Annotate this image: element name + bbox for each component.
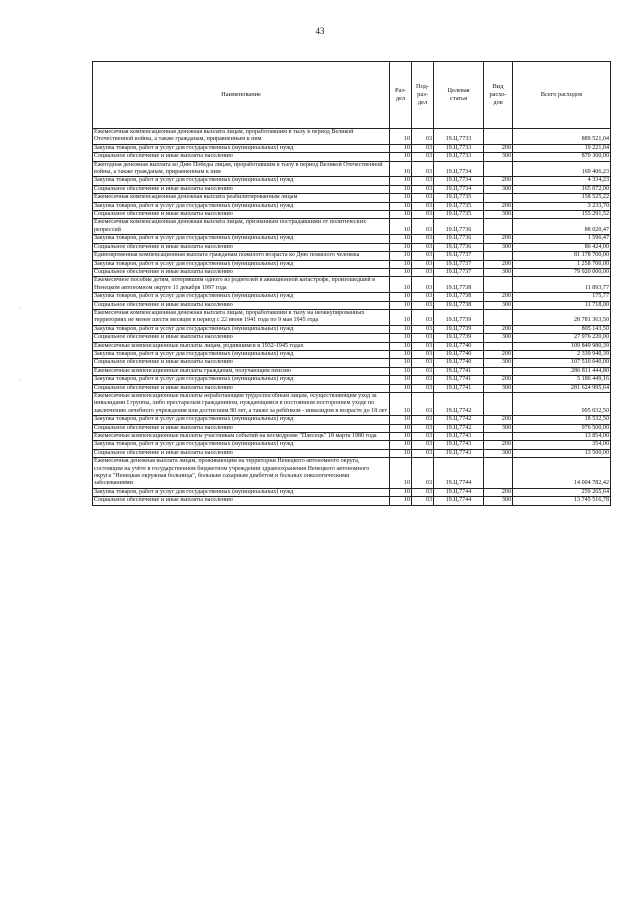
cell-subsection: 03 <box>412 301 434 309</box>
cell-section: 10 <box>390 293 412 301</box>
cell-target: 19.Ц.7735 <box>434 202 484 210</box>
table-row <box>93 144 611 152</box>
cell-kind: 300 <box>484 334 513 342</box>
cell-subsection: 03 <box>412 161 434 177</box>
table-row <box>93 243 611 251</box>
cell-name: Закупка товаров, работ и услуг для государственных (муниципальных) нужд <box>93 260 390 268</box>
header-subsection: Под- раз- дел <box>412 62 434 129</box>
cell-subsection: 03 <box>412 350 434 358</box>
table-row <box>93 393 611 416</box>
cell-name: Закупка товаров, работ и услуг для государственных (муниципальных) нужд <box>93 416 390 424</box>
cell-kind <box>484 458 513 489</box>
cell-target: 19.Ц.7741 <box>434 367 484 375</box>
cell-section: 10 <box>390 268 412 276</box>
cell-subsection: 03 <box>412 458 434 489</box>
cell-name: Социальное обеспечение и иные выплаты населению <box>93 449 390 457</box>
cell-total: 109 849 980,39 <box>513 342 611 350</box>
cell-name: Закупка товаров, работ и услуг для государственных (муниципальных) нужд <box>93 488 390 496</box>
cell-section: 10 <box>390 334 412 342</box>
table-row <box>93 194 611 202</box>
cell-section: 10 <box>390 416 412 424</box>
cell-target: 19.Ц.7738 <box>434 301 484 309</box>
table-row <box>93 488 611 496</box>
cell-total: 19 221,04 <box>513 144 611 152</box>
cell-subsection: 03 <box>412 144 434 152</box>
cell-kind: 300 <box>484 211 513 219</box>
cell-total: 155 291,52 <box>513 211 611 219</box>
cell-kind: 200 <box>484 177 513 185</box>
cell-section: 10 <box>390 202 412 210</box>
cell-target: 19.Ц.7744 <box>434 458 484 489</box>
cell-section: 10 <box>390 424 412 432</box>
cell-target: 19.Ц.7733 <box>434 144 484 152</box>
cell-target: 19.Ц.7744 <box>434 488 484 496</box>
cell-kind: 300 <box>484 185 513 193</box>
cell-total: 889 521,04 <box>513 129 611 145</box>
table-row <box>93 458 611 489</box>
cell-section: 10 <box>390 129 412 145</box>
cell-kind: 200 <box>484 293 513 301</box>
table-row <box>93 433 611 441</box>
cell-kind <box>484 161 513 177</box>
table-row <box>93 325 611 333</box>
cell-subsection: 03 <box>412 268 434 276</box>
cell-subsection: 03 <box>412 384 434 392</box>
cell-target: 19.Ц.7733 <box>434 129 484 145</box>
cell-section: 10 <box>390 309 412 325</box>
cell-target: 19.Ц.7735 <box>434 194 484 202</box>
cell-total: 14 004 782,42 <box>513 458 611 489</box>
cell-total: 5 186 449,16 <box>513 376 611 384</box>
cell-section: 10 <box>390 458 412 489</box>
cell-target: 19.Ц.7740 <box>434 342 484 350</box>
table-header-row <box>93 62 611 129</box>
cell-section: 10 <box>390 497 412 505</box>
header-kind: Вид расхо- дов <box>484 62 513 129</box>
cell-kind: 200 <box>484 441 513 449</box>
cell-subsection: 03 <box>412 252 434 260</box>
cell-target: 19.Ц.7737 <box>434 268 484 276</box>
cell-name: Социальное обеспечение и иные выплаты населению <box>93 424 390 432</box>
table-row <box>93 219 611 235</box>
cell-section: 10 <box>390 384 412 392</box>
cell-kind: 200 <box>484 325 513 333</box>
cell-kind: 300 <box>484 243 513 251</box>
cell-total: 3 233,70 <box>513 202 611 210</box>
cell-section: 10 <box>390 359 412 367</box>
cell-target: 19.Ц.7736 <box>434 243 484 251</box>
cell-subsection: 03 <box>412 488 434 496</box>
cell-section: 10 <box>390 177 412 185</box>
cell-section: 10 <box>390 301 412 309</box>
cell-subsection: 03 <box>412 177 434 185</box>
cell-kind: 300 <box>484 359 513 367</box>
cell-section: 10 <box>390 235 412 243</box>
table-row <box>93 252 611 260</box>
cell-section: 10 <box>390 441 412 449</box>
table-row <box>93 342 611 350</box>
cell-total: 995 032,50 <box>513 393 611 416</box>
cell-subsection: 03 <box>412 219 434 235</box>
cell-section: 10 <box>390 433 412 441</box>
table-row <box>93 359 611 367</box>
cell-target: 19.Ц.7734 <box>434 185 484 193</box>
cell-total: 169 406,23 <box>513 161 611 177</box>
table-row <box>93 202 611 210</box>
cell-target: 19.Ц.7744 <box>434 497 484 505</box>
cell-kind: 200 <box>484 144 513 152</box>
cell-target: 19.Ц.7736 <box>434 235 484 243</box>
cell-subsection: 03 <box>412 309 434 325</box>
cell-total: 18 532,50 <box>513 416 611 424</box>
cell-section: 10 <box>390 325 412 333</box>
cell-name: Закупка товаров, работ и услуг для государственных (муниципальных) нужд <box>93 202 390 210</box>
cell-subsection: 03 <box>412 441 434 449</box>
table-row <box>93 211 611 219</box>
header-target: Целевая статья <box>434 62 484 129</box>
table-row <box>93 235 611 243</box>
cell-total: 805 143,50 <box>513 325 611 333</box>
margin-mark: · <box>19 306 21 312</box>
cell-name: Социальное обеспечение и иные выплаты населению <box>93 268 390 276</box>
cell-total: 2 339 940,39 <box>513 350 611 358</box>
cell-total: 13 854,00 <box>513 433 611 441</box>
cell-subsection: 03 <box>412 342 434 350</box>
cell-name: Закупка товаров, работ и услуг для государственных (муниципальных) нужд <box>93 293 390 301</box>
cell-target: 19.Ц.7742 <box>434 424 484 432</box>
cell-name: Закупка товаров, работ и услуг для государственных (муниципальных) нужд <box>93 325 390 333</box>
cell-total: 88 020,47 <box>513 219 611 235</box>
cell-section: 10 <box>390 488 412 496</box>
cell-kind <box>484 277 513 293</box>
cell-kind: 200 <box>484 416 513 424</box>
cell-kind: 300 <box>484 384 513 392</box>
cell-target: 19.Ц.7743 <box>434 441 484 449</box>
cell-target: 19.Ц.7737 <box>434 260 484 268</box>
table-row <box>93 497 611 505</box>
cell-kind <box>484 367 513 375</box>
cell-kind <box>484 219 513 235</box>
table-row <box>93 268 611 276</box>
cell-name: Социальное обеспечение и иные выплаты населению <box>93 153 390 161</box>
table-row <box>93 277 611 293</box>
cell-section: 10 <box>390 350 412 358</box>
table-row <box>93 177 611 185</box>
cell-section: 10 <box>390 376 412 384</box>
cell-total: 86 424,00 <box>513 243 611 251</box>
cell-name: Социальное обеспечение и иные выплаты населению <box>93 185 390 193</box>
cell-target: 19.Ц.7742 <box>434 393 484 416</box>
table-row <box>93 367 611 375</box>
cell-section: 10 <box>390 342 412 350</box>
cell-section: 10 <box>390 393 412 416</box>
cell-name: Закупка товаров, работ и услуг для государственных (муниципальных) нужд <box>93 441 390 449</box>
table-row <box>93 416 611 424</box>
cell-kind <box>484 342 513 350</box>
cell-total: 976 500,00 <box>513 424 611 432</box>
cell-name: Социальное обеспечение и иные выплаты населению <box>93 359 390 367</box>
cell-target: 19.Ц.7734 <box>434 177 484 185</box>
table-row <box>93 334 611 342</box>
cell-kind <box>484 393 513 416</box>
cell-name: Закупка товаров, работ и услуг для государственных (муниципальных) нужд <box>93 177 390 185</box>
cell-kind: 200 <box>484 235 513 243</box>
table-row <box>93 384 611 392</box>
cell-section: 10 <box>390 211 412 219</box>
cell-name: Ежемесячная денежная выплата лицам, проживающим на территории Ненецкого автономного округа, состоящим на учёте в государственном бюджетном учреждении здравоохранения Ненецкого автономного округа "Ненецкая окружная больница", больным сахарным диабетом и больных онкологическими заболеваниями <box>93 458 390 489</box>
cell-section: 10 <box>390 277 412 293</box>
cell-kind <box>484 252 513 260</box>
cell-name: Ежемесячная компенсационная денежная выплата лицам, проработавшим в тылу в период Великой Отечественной войны, а также гражданам, приравненным к ним <box>93 129 390 145</box>
cell-target: 19.Ц.7741 <box>434 376 484 384</box>
cell-subsection: 03 <box>412 185 434 193</box>
cell-total: 107 510 040,00 <box>513 359 611 367</box>
cell-subsection: 03 <box>412 129 434 145</box>
cell-kind: 300 <box>484 153 513 161</box>
cell-kind <box>484 129 513 145</box>
cell-kind: 300 <box>484 424 513 432</box>
cell-subsection: 03 <box>412 416 434 424</box>
cell-subsection: 03 <box>412 376 434 384</box>
margin-mark: · <box>19 378 21 384</box>
cell-section: 10 <box>390 260 412 268</box>
cell-total: 165 072,00 <box>513 185 611 193</box>
cell-name: Ежемесячные компенсационные выплаты лицам, родившимся в 1932-1945 годах <box>93 342 390 350</box>
cell-subsection: 03 <box>412 433 434 441</box>
cell-kind: 300 <box>484 449 513 457</box>
cell-total: 28 781 363,50 <box>513 309 611 325</box>
cell-subsection: 03 <box>412 194 434 202</box>
page-number: 43 <box>315 26 325 36</box>
cell-name: Социальное обеспечение и иные выплаты населению <box>93 243 390 251</box>
cell-subsection: 03 <box>412 393 434 416</box>
cell-total: 81 178 700,00 <box>513 252 611 260</box>
cell-section: 10 <box>390 252 412 260</box>
cell-kind: 200 <box>484 260 513 268</box>
cell-subsection: 03 <box>412 260 434 268</box>
cell-subsection: 03 <box>412 424 434 432</box>
cell-target: 19.Ц.7736 <box>434 219 484 235</box>
cell-subsection: 03 <box>412 211 434 219</box>
table-row <box>93 293 611 301</box>
cell-total: 281 624 995,64 <box>513 384 611 392</box>
cell-subsection: 03 <box>412 359 434 367</box>
cell-section: 10 <box>390 243 412 251</box>
cell-target: 19.Ц.7738 <box>434 277 484 293</box>
cell-kind <box>484 194 513 202</box>
table-row <box>93 376 611 384</box>
cell-target: 19.Ц.7733 <box>434 153 484 161</box>
cell-total: 11 718,00 <box>513 301 611 309</box>
cell-section: 10 <box>390 194 412 202</box>
cell-total: 1 258 700,00 <box>513 260 611 268</box>
cell-name: Закупка товаров, работ и услуг для государственных (муниципальных) нужд <box>93 376 390 384</box>
cell-kind: 300 <box>484 268 513 276</box>
cell-target: 19.Ц.7739 <box>434 309 484 325</box>
cell-name: Ежемесячная компенсационная денежная выплата реабилитированным лицам <box>93 194 390 202</box>
table-row <box>93 424 611 432</box>
cell-target: 19.Ц.7739 <box>434 325 484 333</box>
cell-target: 19.Ц.7734 <box>434 161 484 177</box>
cell-name: Закупка товаров, работ и услуг для государственных (муниципальных) нужд <box>93 235 390 243</box>
header-name: Наименование <box>93 62 390 129</box>
cell-total: 13 745 516,78 <box>513 497 611 505</box>
cell-subsection: 03 <box>412 202 434 210</box>
table-row <box>93 260 611 268</box>
cell-name: Социальное обеспечение и иные выплаты населению <box>93 301 390 309</box>
cell-name: Закупка товаров, работ и услуг для государственных (муниципальных) нужд <box>93 144 390 152</box>
table-row <box>93 129 611 145</box>
cell-section: 10 <box>390 161 412 177</box>
cell-section: 10 <box>390 449 412 457</box>
cell-target: 19.Ц.7743 <box>434 449 484 457</box>
cell-name: Ежегодная денежная выплата ко Дню Победы лицам, проработавшим в тылу в период Великой Отечественной войны, а также гражданам, приравненным к ним <box>93 161 390 177</box>
cell-total: 354,00 <box>513 441 611 449</box>
cell-name: Ежемесячные компенсационные выплаты гражданам, получающим пенсию <box>93 367 390 375</box>
table-row <box>93 161 611 177</box>
budget-table <box>92 61 611 506</box>
cell-total: 27 976 220,00 <box>513 334 611 342</box>
cell-name: Ежемесячная компенсационная денежная выплата лицам, проработавшим в тылу на неоккупированных территориях не менее шести месяцев в период с 22 июня 1941 года по 9 мая 1945 года <box>93 309 390 325</box>
cell-name: Ежемесячное пособие детям, потерявшим одного из родителей в авиационной катастрофе, произошедшей в Ненецком автономном округе 11 декабря 1997 года <box>93 277 390 293</box>
cell-total: 11 893,77 <box>513 277 611 293</box>
table-row <box>93 185 611 193</box>
cell-subsection: 03 <box>412 334 434 342</box>
cell-total: 79 920 000,00 <box>513 268 611 276</box>
cell-target: 19.Ц.7743 <box>434 433 484 441</box>
cell-total: 175,77 <box>513 293 611 301</box>
cell-target: 19.Ц.7740 <box>434 359 484 367</box>
cell-subsection: 03 <box>412 367 434 375</box>
header-total: Всего расходов <box>513 62 611 129</box>
cell-section: 10 <box>390 185 412 193</box>
cell-subsection: 03 <box>412 277 434 293</box>
cell-name: Социальное обеспечение и иные выплаты населению <box>93 334 390 342</box>
cell-section: 10 <box>390 367 412 375</box>
cell-kind: 200 <box>484 202 513 210</box>
cell-target: 19.Ц.7735 <box>434 211 484 219</box>
cell-total: 158 525,22 <box>513 194 611 202</box>
cell-total: 286 811 444,80 <box>513 367 611 375</box>
cell-subsection: 03 <box>412 235 434 243</box>
cell-kind <box>484 433 513 441</box>
cell-total: 4 334,23 <box>513 177 611 185</box>
cell-section: 10 <box>390 153 412 161</box>
cell-subsection: 03 <box>412 153 434 161</box>
table-row <box>93 309 611 325</box>
cell-name: Социальное обеспечение и иные выплаты населению <box>93 384 390 392</box>
cell-name: Единовременная компенсационная выплата гражданам пожилого возраста ко Дню пожилого человека <box>93 252 390 260</box>
table-row <box>93 441 611 449</box>
cell-subsection: 03 <box>412 293 434 301</box>
cell-total: 870 300,00 <box>513 153 611 161</box>
cell-total: 13 500,00 <box>513 449 611 457</box>
cell-name: Ежемесячная компенсационная денежная выплата лицам, признанным пострадавшими от политических репрессий <box>93 219 390 235</box>
header-section: Раз- дел <box>390 62 412 129</box>
cell-kind <box>484 309 513 325</box>
cell-target: 19.Ц.7738 <box>434 293 484 301</box>
cell-target: 19.Ц.7739 <box>434 334 484 342</box>
cell-name: Ежемесячные компенсационные выплаты неработающим трудоспособным лицам, осуществляющим уход за инвалидами I группы, либо престарелым гражданином, нуждающимся в постоянном постороннем уходе по заключению лечебного учреждения или достигшим 80 лет, а также за ребёнком - инвалидом в возрасте до 18 лет <box>93 393 390 416</box>
cell-target: 19.Ц.7737 <box>434 252 484 260</box>
table-row <box>93 350 611 358</box>
table-row <box>93 449 611 457</box>
cell-target: 19.Ц.7740 <box>434 350 484 358</box>
cell-total: 1 596,47 <box>513 235 611 243</box>
cell-kind: 300 <box>484 497 513 505</box>
cell-subsection: 03 <box>412 243 434 251</box>
cell-kind: 300 <box>484 301 513 309</box>
cell-section: 10 <box>390 219 412 235</box>
cell-target: 19.Ц.7741 <box>434 384 484 392</box>
cell-section: 10 <box>390 144 412 152</box>
cell-name: Ежемесячные компенсационные выплаты участникам событий на космодроме "Плесецк" 18 марта 1980 года <box>93 433 390 441</box>
cell-subsection: 03 <box>412 449 434 457</box>
cell-kind: 200 <box>484 488 513 496</box>
table-row <box>93 301 611 309</box>
cell-name: Социальное обеспечение и иные выплаты населению <box>93 497 390 505</box>
cell-subsection: 03 <box>412 497 434 505</box>
cell-kind: 200 <box>484 376 513 384</box>
cell-kind: 200 <box>484 350 513 358</box>
cell-total: 259 265,64 <box>513 488 611 496</box>
cell-name: Закупка товаров, работ и услуг для государственных (муниципальных) нужд <box>93 350 390 358</box>
cell-target: 19.Ц.7742 <box>434 416 484 424</box>
cell-subsection: 03 <box>412 325 434 333</box>
cell-name: Социальное обеспечение и иные выплаты населению <box>93 211 390 219</box>
table-row <box>93 153 611 161</box>
table-body <box>93 129 611 506</box>
